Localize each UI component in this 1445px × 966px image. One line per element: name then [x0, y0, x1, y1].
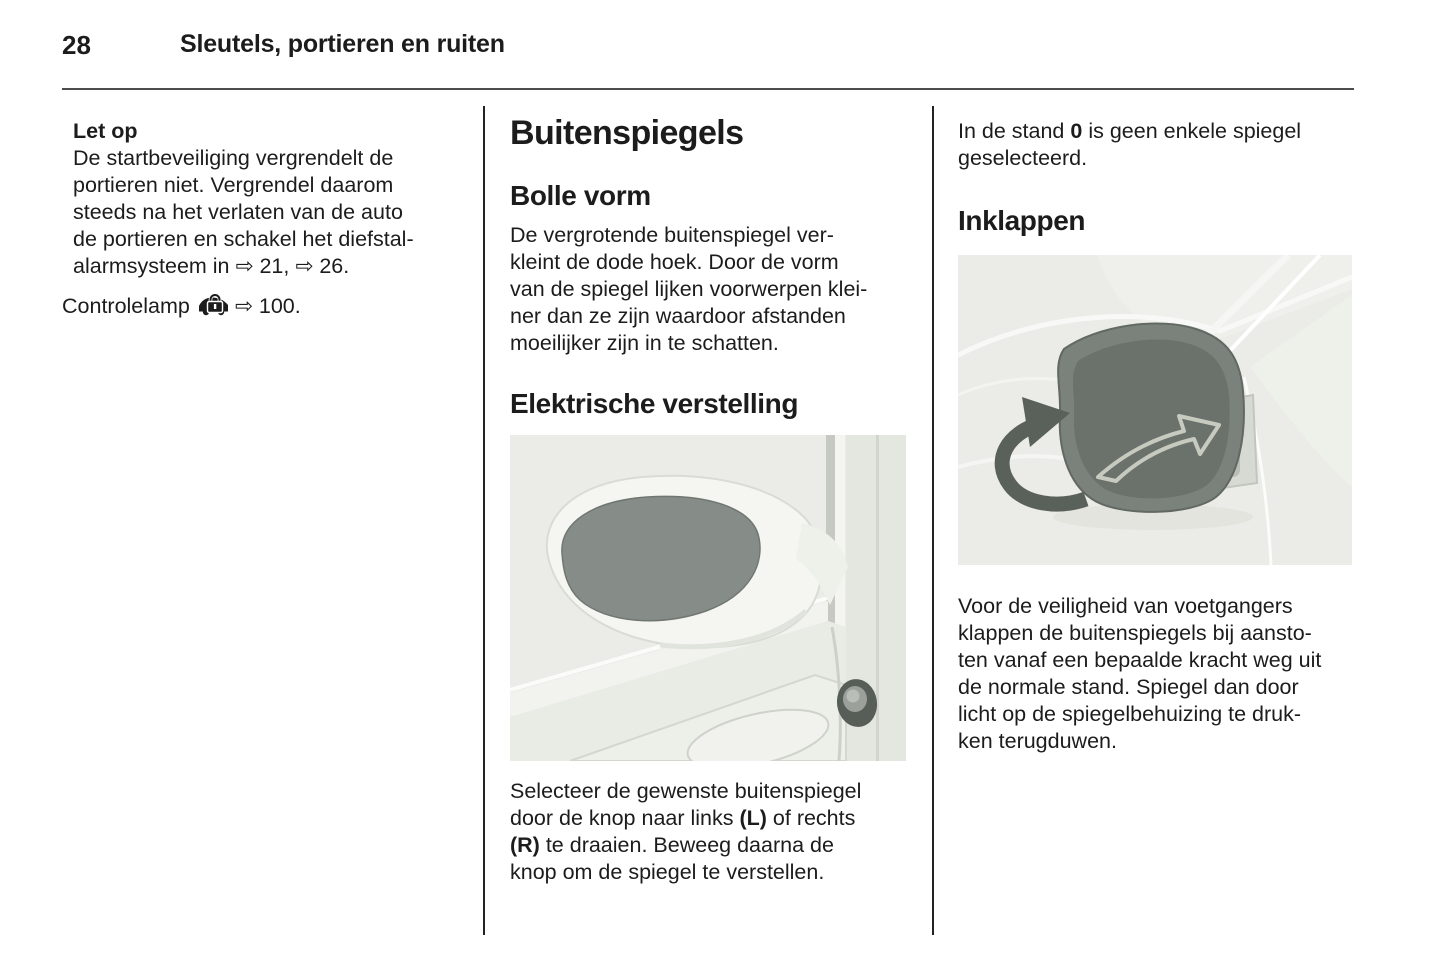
page-title: Sleutels, portieren en ruiten: [180, 30, 505, 58]
stand-0-text: In de stand 0 is geen enkele spiegel geselecteerd.: [958, 119, 1302, 170]
subsection-title-inklappen: Inklappen: [958, 205, 1086, 236]
control-lamp-label: Controlelamp: [62, 294, 190, 318]
control-lamp-reference: ⇨ 100.: [234, 294, 301, 318]
subsection-title-elektrische-verstelling: Elektrische verstelling: [510, 388, 799, 419]
note-title: Let op: [73, 119, 138, 143]
mirror-adjust-illustration: [510, 435, 908, 761]
column-divider-right: [932, 106, 934, 935]
column-right: [958, 118, 1356, 755]
bolle-vorm-text: De vergrotende buitenspiegel ver- kleint de dode hoek. Door de vorm van de spiegel lijken voorwerpen klei- ner dan ze zijn waardoor afstanden moeilijker zijn in te schatten.: [510, 223, 868, 355]
note-block: [62, 118, 464, 280]
control-lamp-line: [62, 293, 464, 320]
section-title-buitenspiegels: Buitenspiegels: [510, 114, 744, 152]
column-left: [62, 118, 464, 320]
elektrische-verstelling-text: Selecteer de gewenste buitenspiegel door de knop naar links (L) of rechts (R) te draaien. Beweeg daarna de knop om de spiegel te verstellen.: [510, 779, 862, 884]
inklappen-text: Voor de veiligheid van voetgangers klappen de buitenspiegels bij aansto- ten vanaf een bepaalde kracht weg uit de normale stand. Spiegel dan door licht op de spiegelbehuizing te druk- ken terugduwen.: [958, 594, 1322, 753]
column-middle: [510, 114, 908, 886]
page-number: 28: [62, 30, 91, 60]
mirror-fold-illustration: [958, 255, 1356, 565]
header-rule: [62, 88, 1354, 90]
car-lock-icon: [198, 293, 229, 316]
column-divider-left: [483, 106, 485, 935]
note-body: De startbeveiliging vergrendelt de portieren niet. Vergrendel daarom steeds na het verlaten van de auto de portieren en schakel het diefstal- alarmsysteem in ⇨ 21, ⇨ 26.: [73, 146, 414, 278]
subsection-title-bolle-vorm: Bolle vorm: [510, 180, 651, 211]
